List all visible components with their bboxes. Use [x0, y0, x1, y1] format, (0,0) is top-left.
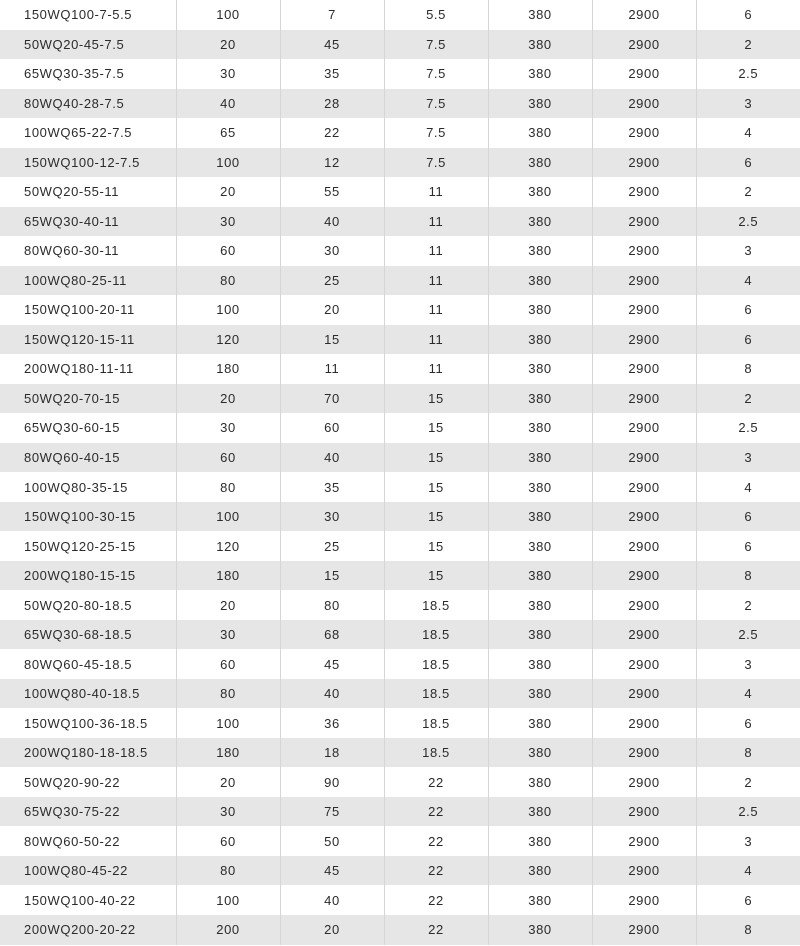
power-cell: 22	[384, 885, 488, 915]
flow-cell: 60	[176, 826, 280, 856]
model-cell: 200WQ180-15-15	[0, 561, 176, 591]
voltage-cell: 380	[488, 620, 592, 650]
table-row	[0, 561, 800, 591]
table-row	[0, 738, 800, 768]
voltage-cell: 380	[488, 885, 592, 915]
model-cell: 65WQ30-35-7.5	[0, 59, 176, 89]
speed-cell: 2900	[592, 443, 696, 473]
speed-cell: 2900	[592, 325, 696, 355]
head-cell: 25	[280, 266, 384, 296]
table-row	[0, 89, 800, 119]
model-cell: 65WQ30-68-18.5	[0, 620, 176, 650]
flow-cell: 80	[176, 679, 280, 709]
speed-cell: 2900	[592, 620, 696, 650]
model-cell: 80WQ60-50-22	[0, 826, 176, 856]
voltage-cell: 380	[488, 738, 592, 768]
flow-cell: 120	[176, 531, 280, 561]
speed-cell: 2900	[592, 236, 696, 266]
head-cell: 45	[280, 856, 384, 886]
power-cell: 22	[384, 915, 488, 945]
flow-cell: 180	[176, 561, 280, 591]
table-row	[0, 295, 800, 325]
power-cell: 18.5	[384, 708, 488, 738]
flow-cell: 20	[176, 384, 280, 414]
speed-cell: 2900	[592, 118, 696, 148]
power-cell: 15	[384, 443, 488, 473]
head-cell: 45	[280, 649, 384, 679]
head-cell: 25	[280, 531, 384, 561]
model-cell: 50WQ20-70-15	[0, 384, 176, 414]
outlet-cell: 6	[744, 892, 753, 908]
voltage-cell: 380	[488, 679, 592, 709]
head-cell: 7	[280, 0, 384, 30]
power-cell: 18.5	[384, 590, 488, 620]
outlet-cell: 2	[744, 774, 753, 790]
power-cell: 11	[384, 295, 488, 325]
outlet-cell: 2.5	[738, 66, 759, 82]
model-cell: 50WQ20-55-11	[0, 177, 176, 207]
voltage-cell: 380	[488, 915, 592, 945]
speed-cell: 2900	[592, 856, 696, 886]
outlet-cell: 6	[696, 325, 800, 355]
voltage-cell: 380	[488, 89, 592, 119]
voltage-cell: 380	[488, 295, 592, 325]
model-cell: 50WQ20-45-7.5	[0, 30, 176, 60]
table-row	[0, 708, 800, 738]
outlet-cell: 4	[744, 479, 753, 495]
outlet-cell: 6	[744, 302, 753, 318]
speed-cell: 2900	[592, 413, 696, 443]
power-cell: 15	[384, 413, 488, 443]
power-cell: 11	[384, 354, 488, 384]
model-cell: 80WQ40-28-7.5	[0, 89, 176, 119]
power-cell: 7.5	[384, 89, 488, 119]
speed-cell: 2900	[592, 89, 696, 119]
flow-cell: 20	[176, 177, 280, 207]
speed-cell: 2900	[592, 738, 696, 768]
table-row	[0, 207, 800, 237]
flow-cell: 60	[176, 443, 280, 473]
power-cell: 7.5	[384, 30, 488, 60]
flow-cell: 120	[176, 325, 280, 355]
model-cell: 65WQ30-75-22	[0, 797, 176, 827]
outlet-cell: 3	[744, 656, 753, 672]
head-cell: 18	[280, 738, 384, 768]
voltage-cell: 380	[488, 148, 592, 178]
speed-cell: 2900	[592, 384, 696, 414]
table-row	[0, 325, 800, 355]
speed-cell: 2900	[592, 915, 696, 945]
speed-cell: 2900	[592, 826, 696, 856]
power-cell: 18.5	[384, 679, 488, 709]
model-cell: 200WQ180-18-18.5	[0, 738, 176, 768]
table-row	[0, 30, 800, 60]
flow-cell: 80	[176, 266, 280, 296]
table-row	[0, 767, 800, 797]
power-cell: 11	[384, 325, 488, 355]
voltage-cell: 380	[488, 472, 592, 502]
model-cell: 150WQ120-25-15	[0, 531, 176, 561]
outlet-cell: 2.5	[696, 797, 800, 827]
model-cell: 80WQ60-45-18.5	[0, 649, 176, 679]
flow-cell: 60	[176, 236, 280, 266]
head-cell: 12	[280, 148, 384, 178]
outlet-cell: 4	[744, 125, 753, 141]
model-cell: 100WQ80-40-18.5	[0, 679, 176, 709]
speed-cell: 2900	[592, 472, 696, 502]
voltage-cell: 380	[488, 649, 592, 679]
table-row	[0, 531, 800, 561]
voltage-cell: 380	[488, 502, 592, 532]
power-cell: 18.5	[384, 649, 488, 679]
table-row	[0, 679, 800, 709]
voltage-cell: 380	[488, 767, 592, 797]
outlet-cell: 3	[696, 443, 800, 473]
flow-cell: 180	[176, 354, 280, 384]
power-cell: 15	[384, 531, 488, 561]
speed-cell: 2900	[592, 590, 696, 620]
outlet-cell: 2.5	[696, 207, 800, 237]
outlet-cell: 2.5	[696, 620, 800, 650]
speed-cell: 2900	[592, 502, 696, 532]
speed-cell: 2900	[592, 354, 696, 384]
voltage-cell: 380	[488, 207, 592, 237]
outlet-cell: 8	[696, 915, 800, 945]
table-row	[0, 620, 800, 650]
flow-cell: 100	[176, 708, 280, 738]
head-cell: 35	[280, 472, 384, 502]
power-cell: 11	[384, 177, 488, 207]
voltage-cell: 380	[488, 30, 592, 60]
voltage-cell: 380	[488, 325, 592, 355]
outlet-cell: 2	[744, 184, 753, 200]
table-row	[0, 413, 800, 443]
voltage-cell: 380	[488, 826, 592, 856]
model-cell: 150WQ100-12-7.5	[0, 148, 176, 178]
outlet-cell: 8	[696, 561, 800, 591]
outlet-cell: 6	[744, 7, 753, 23]
head-cell: 20	[280, 915, 384, 945]
voltage-cell: 380	[488, 118, 592, 148]
table-row	[0, 856, 800, 886]
speed-cell: 2900	[592, 649, 696, 679]
flow-cell: 100	[176, 885, 280, 915]
flow-cell: 30	[176, 620, 280, 650]
head-cell: 75	[280, 797, 384, 827]
outlet-cell: 4	[696, 679, 800, 709]
speed-cell: 2900	[592, 30, 696, 60]
power-cell: 15	[384, 472, 488, 502]
head-cell: 15	[280, 561, 384, 591]
model-cell: 150WQ100-36-18.5	[0, 708, 176, 738]
table-row	[0, 826, 800, 856]
speed-cell: 2900	[592, 885, 696, 915]
outlet-cell: 2.5	[738, 420, 759, 436]
table-row	[0, 472, 800, 502]
speed-cell: 2900	[592, 531, 696, 561]
model-cell: 80WQ60-30-11	[0, 236, 176, 266]
power-cell: 22	[384, 856, 488, 886]
table-row	[0, 0, 800, 30]
head-cell: 22	[280, 118, 384, 148]
model-cell: 80WQ60-40-15	[0, 443, 176, 473]
power-cell: 15	[384, 561, 488, 591]
voltage-cell: 380	[488, 236, 592, 266]
flow-cell: 100	[176, 148, 280, 178]
head-cell: 30	[280, 236, 384, 266]
flow-cell: 100	[176, 295, 280, 325]
speed-cell: 2900	[592, 797, 696, 827]
model-cell: 65WQ30-40-11	[0, 207, 176, 237]
flow-cell: 100	[176, 0, 280, 30]
flow-cell: 65	[176, 118, 280, 148]
head-cell: 55	[280, 177, 384, 207]
power-cell: 11	[384, 207, 488, 237]
voltage-cell: 380	[488, 708, 592, 738]
voltage-cell: 380	[488, 384, 592, 414]
power-cell: 5.5	[384, 0, 488, 30]
head-cell: 90	[280, 767, 384, 797]
power-cell: 22	[384, 826, 488, 856]
speed-cell: 2900	[592, 59, 696, 89]
model-cell: 50WQ20-90-22	[0, 767, 176, 797]
head-cell: 80	[280, 590, 384, 620]
model-cell: 100WQ80-45-22	[0, 856, 176, 886]
speed-cell: 2900	[592, 266, 696, 296]
power-cell: 7.5	[384, 118, 488, 148]
flow-cell: 100	[176, 502, 280, 532]
table-row	[0, 649, 800, 679]
outlet-cell: 6	[744, 715, 753, 731]
power-cell: 7.5	[384, 148, 488, 178]
outlet-cell: 2	[744, 597, 753, 613]
head-cell: 11	[280, 354, 384, 384]
voltage-cell: 380	[488, 354, 592, 384]
head-cell: 40	[280, 207, 384, 237]
flow-cell: 60	[176, 649, 280, 679]
flow-cell: 30	[176, 797, 280, 827]
flow-cell: 20	[176, 767, 280, 797]
outlet-cell: 6	[696, 148, 800, 178]
head-cell: 20	[280, 295, 384, 325]
speed-cell: 2900	[592, 767, 696, 797]
table-row	[0, 443, 800, 473]
table-row	[0, 384, 800, 414]
model-cell: 100WQ80-35-15	[0, 472, 176, 502]
outlet-cell: 3	[744, 243, 753, 259]
speed-cell: 2900	[592, 207, 696, 237]
head-cell: 40	[280, 885, 384, 915]
outlet-cell: 8	[696, 738, 800, 768]
voltage-cell: 380	[488, 59, 592, 89]
table-row	[0, 148, 800, 178]
speed-cell: 2900	[592, 561, 696, 591]
flow-cell: 20	[176, 30, 280, 60]
flow-cell: 80	[176, 856, 280, 886]
flow-cell: 40	[176, 89, 280, 119]
outlet-cell: 6	[744, 538, 753, 554]
outlet-cell: 4	[696, 266, 800, 296]
power-cell: 15	[384, 502, 488, 532]
head-cell: 35	[280, 59, 384, 89]
outlet-cell: 4	[696, 856, 800, 886]
model-cell: 200WQ180-11-11	[0, 354, 176, 384]
head-cell: 70	[280, 384, 384, 414]
table-row	[0, 502, 800, 532]
table-row	[0, 590, 800, 620]
model-cell: 100WQ65-22-7.5	[0, 118, 176, 148]
voltage-cell: 380	[488, 443, 592, 473]
voltage-cell: 380	[488, 590, 592, 620]
flow-cell: 30	[176, 59, 280, 89]
power-cell: 22	[384, 767, 488, 797]
model-cell: 65WQ30-60-15	[0, 413, 176, 443]
speed-cell: 2900	[592, 708, 696, 738]
speed-cell: 2900	[592, 295, 696, 325]
power-cell: 11	[384, 236, 488, 266]
voltage-cell: 380	[488, 856, 592, 886]
flow-cell: 80	[176, 472, 280, 502]
flow-cell: 200	[176, 915, 280, 945]
voltage-cell: 380	[488, 561, 592, 591]
power-cell: 18.5	[384, 620, 488, 650]
power-cell: 22	[384, 797, 488, 827]
voltage-cell: 380	[488, 413, 592, 443]
power-cell: 15	[384, 384, 488, 414]
model-cell: 150WQ100-30-15	[0, 502, 176, 532]
head-cell: 68	[280, 620, 384, 650]
table-row	[0, 797, 800, 827]
speed-cell: 2900	[592, 148, 696, 178]
speed-cell: 2900	[592, 0, 696, 30]
flow-cell: 30	[176, 413, 280, 443]
table-row	[0, 266, 800, 296]
model-cell: 200WQ200-20-22	[0, 915, 176, 945]
outlet-cell: 3	[696, 89, 800, 119]
voltage-cell: 380	[488, 0, 592, 30]
model-cell: 150WQ100-20-11	[0, 295, 176, 325]
outlet-cell: 3	[744, 833, 753, 849]
flow-cell: 20	[176, 590, 280, 620]
model-cell: 100WQ80-25-11	[0, 266, 176, 296]
head-cell: 45	[280, 30, 384, 60]
voltage-cell: 380	[488, 177, 592, 207]
model-cell: 50WQ20-80-18.5	[0, 590, 176, 620]
outlet-cell: 2	[696, 384, 800, 414]
table-row	[0, 177, 800, 207]
voltage-cell: 380	[488, 531, 592, 561]
power-cell: 11	[384, 266, 488, 296]
head-cell: 40	[280, 443, 384, 473]
model-cell: 150WQ100-7-5.5	[0, 0, 176, 30]
head-cell: 28	[280, 89, 384, 119]
table-row	[0, 236, 800, 266]
voltage-cell: 380	[488, 266, 592, 296]
model-cell: 150WQ120-15-11	[0, 325, 176, 355]
speed-cell: 2900	[592, 679, 696, 709]
head-cell: 30	[280, 502, 384, 532]
power-cell: 18.5	[384, 738, 488, 768]
power-cell: 7.5	[384, 59, 488, 89]
head-cell: 36	[280, 708, 384, 738]
head-cell: 50	[280, 826, 384, 856]
outlet-cell: 8	[744, 361, 753, 377]
table-row	[0, 885, 800, 915]
head-cell: 60	[280, 413, 384, 443]
table-row	[0, 118, 800, 148]
table-row	[0, 354, 800, 384]
outlet-cell: 6	[696, 502, 800, 532]
head-cell: 40	[280, 679, 384, 709]
model-cell: 150WQ100-40-22	[0, 885, 176, 915]
table-row	[0, 915, 800, 945]
flow-cell: 180	[176, 738, 280, 768]
voltage-cell: 380	[488, 797, 592, 827]
outlet-cell: 2	[696, 30, 800, 60]
flow-cell: 30	[176, 207, 280, 237]
head-cell: 15	[280, 325, 384, 355]
speed-cell: 2900	[592, 177, 696, 207]
table-row	[0, 59, 800, 89]
